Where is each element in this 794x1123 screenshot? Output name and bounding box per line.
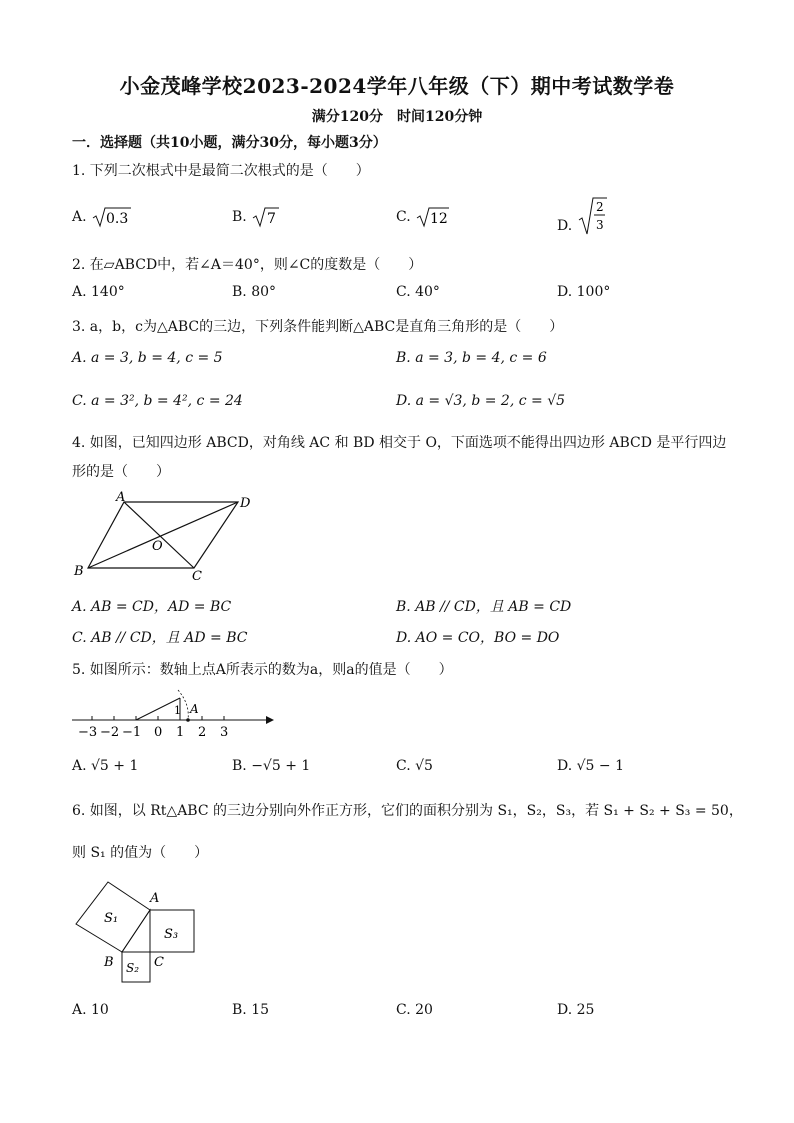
q2-option-c[interactable]: C. 40° (396, 284, 440, 300)
label-s2: S₂ (126, 961, 140, 975)
sqrt-fraction-icon (577, 196, 607, 236)
label-point-a: A (190, 702, 199, 716)
q1-d-numerator: 2 (595, 200, 604, 214)
q3-option-d[interactable]: D. a = √3, b = 2, c = √5 (396, 393, 566, 409)
question-5-stem: 5. 如图所示：数轴上点A所表示的数为a，则a的值是（ ） (72, 662, 453, 678)
label-b: B (104, 955, 114, 970)
question-1-stem: 1. 下列二次根式中是最简二次根式的是（ ） (72, 163, 370, 179)
sqrt-icon (91, 206, 131, 228)
q5-option-c[interactable]: C. √5 (396, 758, 433, 774)
tick-label: 0 (154, 725, 163, 740)
question-4-stem-line2: 形的是（ ） (72, 464, 170, 480)
label-c: C (192, 569, 202, 584)
q6-option-b[interactable]: B. 15 (232, 1002, 270, 1018)
q3-option-c[interactable]: C. a = 3², b = 4², c = 24 (72, 393, 243, 409)
q6-option-d[interactable]: D. 25 (557, 1002, 595, 1018)
question-2-stem: 2. 在▱ABCD中，若∠A＝40°，则∠C的度数是（ ） (72, 257, 423, 273)
q3-option-b[interactable]: B. a = 3, b = 4, c = 6 (396, 350, 547, 366)
option-letter: D. (557, 218, 573, 234)
label-c: C (154, 955, 164, 970)
q5-option-a[interactable]: A. √5 + 1 (72, 758, 139, 774)
q5-option-d[interactable]: D. √5 − 1 (557, 758, 624, 774)
option-letter: A. (72, 209, 87, 225)
q1-option-a[interactable] (72, 206, 131, 228)
label-a: A (150, 891, 160, 906)
tick-label: −1 (122, 725, 142, 740)
q5-option-b[interactable]: B. −√5 + 1 (232, 758, 311, 774)
sqrt-icon (415, 206, 449, 228)
question-6-stem-line2: 则 S₁ 的值为（ ） (72, 845, 209, 861)
q1-option-c[interactable] (396, 206, 449, 228)
label-o: O (152, 539, 163, 554)
tick-label: 1 (176, 725, 185, 740)
option-letter: C. (396, 209, 411, 225)
tick-label: −2 (100, 725, 120, 740)
question-4-stem-line1: 4. 如图，已知四边形 ABCD，对角线 AC 和 BD 相交于 O，下面选项不能得出四边形 ABCD 是平行四边 (72, 435, 727, 451)
q1-option-d[interactable] (557, 196, 607, 236)
pythagoras-squares-figure (70, 872, 210, 988)
q6-option-a[interactable]: A. 10 (72, 1002, 109, 1018)
section-heading: 一．选择题（共10小题，满分30分，每小题3分） (72, 135, 387, 151)
q1-c-value: 12 (430, 211, 448, 227)
q4-option-b[interactable]: B. AB // CD，且 AB = CD (396, 599, 572, 615)
q4-option-d[interactable]: D. AO = CO，BO = DO (396, 630, 560, 646)
q1-b-value: 7 (267, 211, 277, 227)
q1-option-b[interactable] (232, 206, 281, 228)
question-3-stem: 3. a，b，c为△ABC的三边，下列条件能判断△ABC是直角三角形的是（ ） (72, 319, 564, 335)
q2-option-d[interactable]: D. 100° (557, 284, 611, 300)
label-a: A (116, 490, 126, 505)
q2-option-b[interactable]: B. 80° (232, 284, 277, 300)
q6-option-c[interactable]: C. 20 (396, 1002, 433, 1018)
number-line-figure (70, 684, 276, 744)
tick-label: −3 (78, 725, 98, 740)
page-title: 小金茂峰学校2023-2024学年八年级（下）期中考试数学卷 (119, 74, 675, 98)
q4-option-a[interactable]: A. AB = CD，AD = BC (72, 599, 232, 615)
label-s1: S₁ (104, 911, 119, 926)
option-letter: B. (232, 209, 247, 225)
question-6-stem-line1: 6. 如图，以 Rt△ABC 的三边分别向外作正方形，它们的面积分别为 S₁，S₂，S₃，若 S₁ + S₂ + S₃ = 50， (72, 803, 743, 819)
q1-a-value: 0.3 (106, 211, 129, 227)
q2-option-a[interactable]: A. 140° (72, 284, 125, 300)
tick-label: 2 (198, 725, 207, 740)
parallelogram-figure (70, 488, 270, 588)
q3-option-a[interactable]: A. a = 3, b = 4, c = 5 (72, 350, 223, 366)
q1-d-denominator: 3 (595, 218, 604, 232)
q4-option-c[interactable]: C. AB // CD，且 AD = BC (72, 630, 248, 646)
label-s3: S₃ (164, 927, 179, 942)
tick-label: 3 (220, 725, 229, 740)
label-b: B (74, 564, 84, 579)
sqrt-icon (251, 206, 281, 228)
label-one: 1 (174, 704, 181, 717)
label-d: D (240, 496, 251, 511)
page-subtitle: 满分120分 时间120分钟 (311, 109, 483, 125)
